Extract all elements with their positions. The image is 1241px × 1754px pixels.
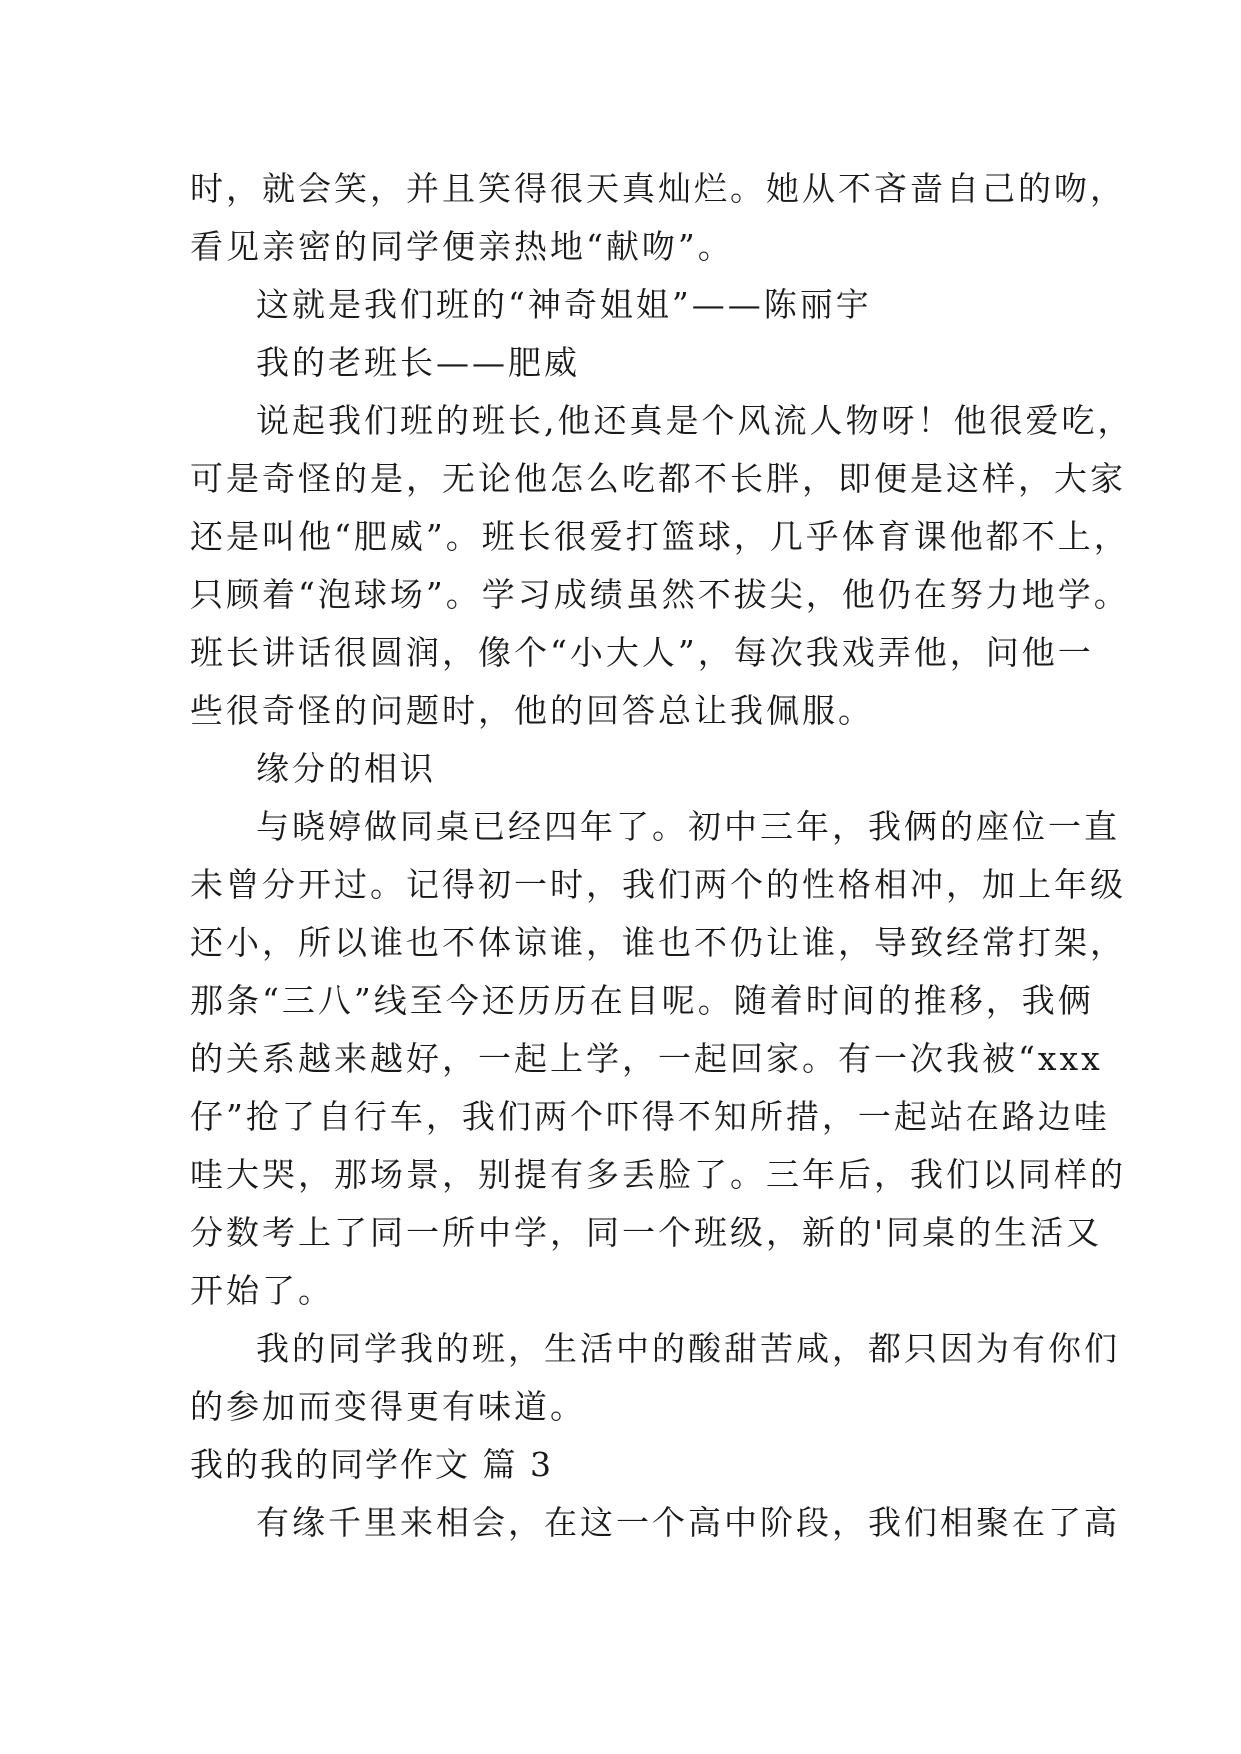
text-line: 可是奇怪的是，无论他怎么吃都不长胖，即便是这样，大家 — [190, 459, 1126, 498]
section-heading: 缘分的相识 — [256, 749, 436, 788]
text-line: 的关系越来越好，一起上学，一起回家。有一次我被“xxx — [190, 1039, 1103, 1078]
section-heading: 我的老班长——肥威 — [256, 343, 580, 382]
text-line: 这就是我们班的“神奇姐姐”——陈丽宇 — [256, 285, 872, 324]
text-line: 仔”抢了自行车，我们两个吓得不知所措，一起站在路边哇 — [190, 1097, 1110, 1136]
text-line: 分数考上了同一所中学，同一个班级，新的'同桌的生活又 — [190, 1213, 1103, 1252]
text-line: 与晓婷做同桌已经四年了。初中三年，我俩的座位一直 — [256, 807, 1120, 846]
text-line: 那条“三八”线至今还历历在目呢。随着时间的推移，我俩 — [190, 981, 1094, 1020]
text-line: 说起我们班的班长,他还真是个风流人物呀！他很爱吃， — [256, 401, 1134, 440]
article-title: 我的我的同学作文 篇 3 — [190, 1445, 553, 1484]
text-line: 只顾着“泡球场”。学习成绩虽然不拔尖，他仍在努力地学。 — [190, 575, 1130, 614]
text-line: 哇大哭，那场景，别提有多丢脸了。三年后，我们以同样的 — [190, 1155, 1126, 1194]
text-line: 开始了。 — [190, 1271, 334, 1310]
text-line: 班长讲话很圆润，像个“小大人”，每次我戏弄他，问他一 — [190, 633, 1094, 672]
text-line: 时，就会笑，并且笑得很天真灿烂。她从不吝啬自己的吻， — [190, 169, 1126, 208]
text-line: 未曾分开过。记得初一时，我们两个的性格相冲，加上年级 — [190, 865, 1126, 904]
text-line: 还是叫他“肥威”。班长很爱打篮球，几乎体育课他都不上， — [190, 517, 1130, 556]
text-line: 看见亲密的同学便亲热地“献吻”。 — [190, 227, 734, 266]
text-line: 有缘千里来相会，在这一个高中阶段，我们相聚在了高 — [256, 1503, 1120, 1542]
text-line: 我的同学我的班，生活中的酸甜苦咸，都只因为有你们 — [256, 1329, 1120, 1368]
text-line: 的参加而变得更有味道。 — [190, 1387, 586, 1426]
text-line: 还小，所以谁也不体谅谁，谁也不仍让谁，导致经常打架， — [190, 923, 1126, 962]
text-line: 些很奇怪的问题时，他的回答总让我佩服。 — [190, 691, 874, 730]
